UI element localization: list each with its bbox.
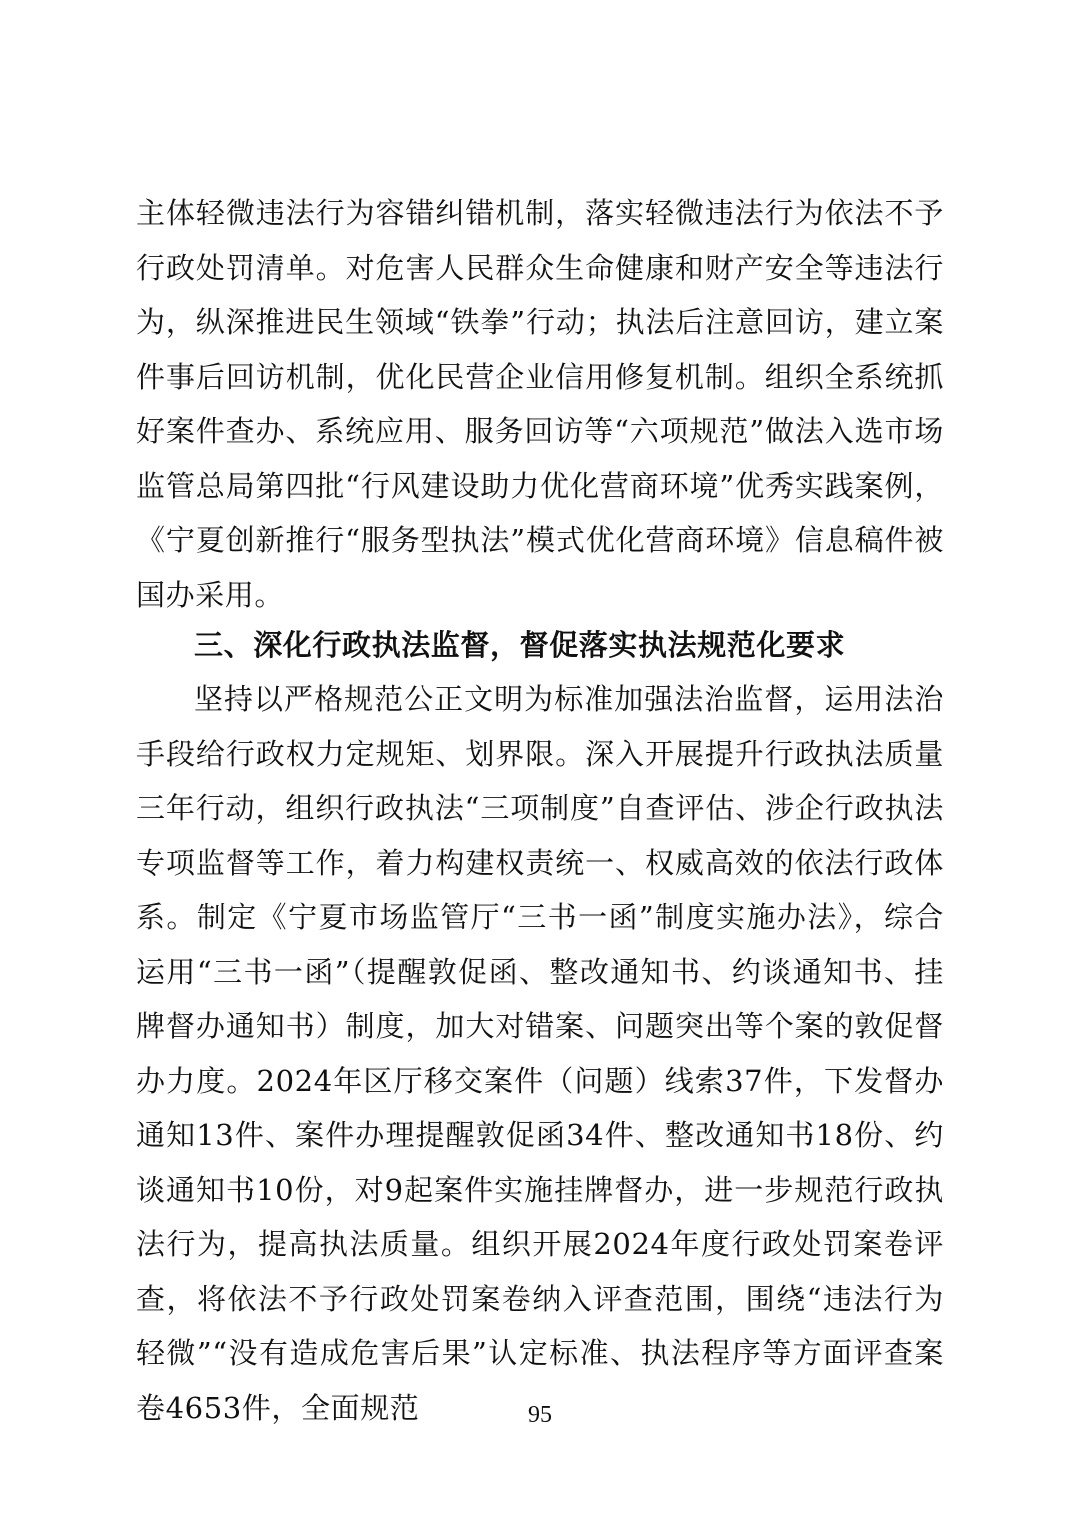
body-paragraph-2: 坚持以严格规范公正文明为标准加强法治监督，运用法治手段给行政权力定规矩、划界限。深入开展提升行政执法质量三年行动，组织行政执法“三项制度”自查评估、涉企行政执法专项监督等工作，着力构建权责统一、权威高效的依法行政体系。制定《宁夏市场监管厅“三书一函”制度实施办法》，综合运用“三书一函”（提醒敦促函、整改通知书、约谈通知书、挂牌督办通知书）制度，加大对错案、问题突出等个案的敦促督办力度。2024年区厅移交案件（问题）线索37件，下发督办通知13件、案件办理提醒敦促函34件、整改通知书18份、约谈通知书10份，对9起案件实施挂牌督办，进一步规范行政执法行为，提高执法质量。组织开展2024年度行政处罚案卷评查，将依法不予行政处罚案卷纳入评查范围，围绕“违法行为轻微”“没有造成危害后果”认定标准、执法程序等方面评查案卷4653件，全面规范: [136, 682, 944, 1425]
body-paragraph-1: 主体轻微违法行为容错纠错机制，落实轻微违法行为依法不予行政处罚清单。对危害人民群众生命健康和财产安全等违法行为，纵深推进民生领域“铁拳”行动；执法后注意回访，建立案件事后回访机制，优化民营企业信用修复机制。组织全系统抓好案件查办、系统应用、服务回访等“六项规范”做法入选市场监管总局第四批“行风建设助力优化营商环境”优秀实践案例，《宁夏创新推行“服务型执法”模式优化营商环境》信息稿件被国办采用。: [136, 196, 944, 612]
page-number: 95: [528, 1402, 552, 1428]
section-heading: 三、深化行政执法监督，督促落实执法规范化要求: [194, 628, 846, 662]
